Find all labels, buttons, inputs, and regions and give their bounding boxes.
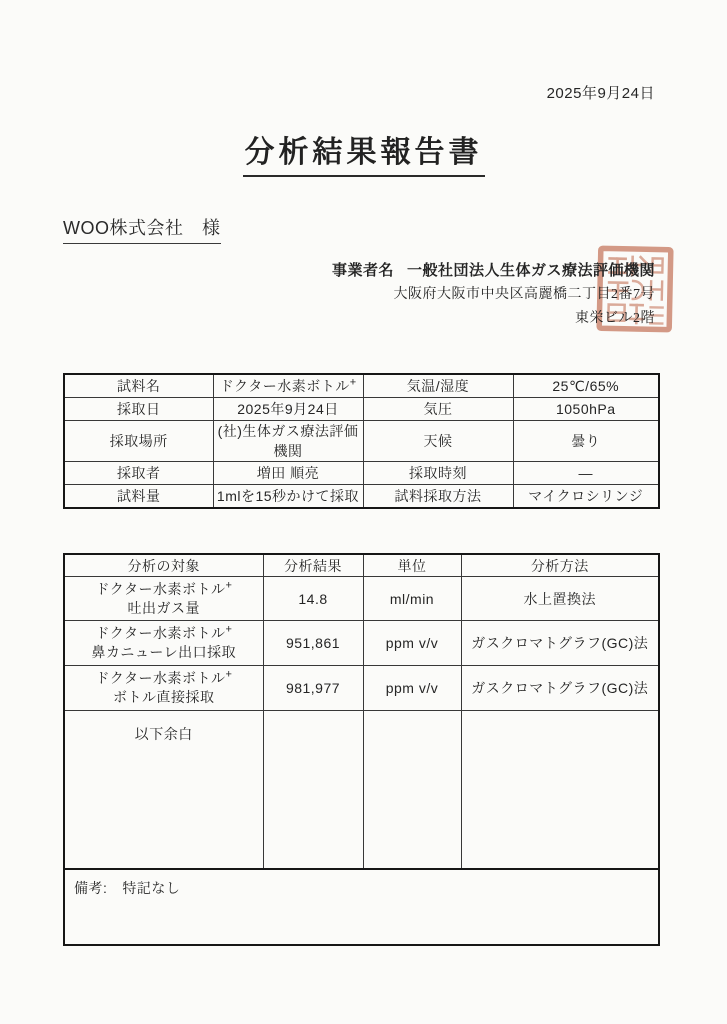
sample-volume-label: 試料量	[64, 485, 213, 509]
sample-info-table	[63, 373, 660, 509]
remarks-label: 備考:	[74, 880, 108, 896]
superscript-plus: +	[225, 623, 232, 636]
sample-name-label: 試料名	[64, 374, 213, 398]
analysis-result-cell: 14.8	[263, 577, 363, 621]
header-unit: 単位	[363, 554, 461, 577]
superscript-plus: +	[225, 668, 232, 681]
pressure-value: 1050hPa	[513, 398, 659, 421]
analysis-result-cell: 981,977	[263, 666, 363, 711]
temp-humidity-label: 気温/湿度	[363, 374, 513, 398]
sampling-method-value: マイクロシリンジ	[513, 485, 659, 509]
collection-time-label: 採取時刻	[363, 462, 513, 485]
analysis-results-table	[63, 553, 660, 946]
empty-cell	[263, 711, 363, 870]
analysis-unit-cell: ppm v/v	[363, 621, 461, 666]
remarks-value: 特記なし	[122, 880, 181, 896]
analysis-row	[64, 577, 659, 621]
report-date: 2025年9月24日	[546, 85, 655, 102]
sampling-method-label: 試料採取方法	[363, 485, 513, 509]
remarks-cell	[64, 869, 659, 945]
issuer-name: 一般社団法人生体ガス療法評価機関	[406, 263, 655, 279]
empty-cell	[461, 711, 659, 870]
analysis-target-cell: ドクター水素ボトル+ 吐出ガス量	[64, 577, 263, 621]
table-row	[64, 421, 659, 462]
analysis-unit-cell: ml/min	[363, 577, 461, 621]
collection-place-value: (社)生体ガス療法評価機関	[213, 421, 363, 462]
analysis-target-cell: ドクター水素ボトル+ ボトル直接採取	[64, 666, 263, 711]
recipient-name: WOO株式会社 様	[63, 214, 221, 244]
blank-note: 以下余白	[134, 726, 193, 742]
header-analysis-result: 分析結果	[263, 554, 363, 577]
analysis-unit-cell: ppm v/v	[363, 666, 461, 711]
remarks-row	[64, 869, 659, 945]
weather-value: 曇り	[513, 421, 659, 462]
analysis-method-cell: ガスクロマトグラフ(GC)法	[461, 621, 659, 666]
sample-volume-value: 1mlを15秒かけて採取	[213, 485, 363, 509]
analysis-result-cell: 951,861	[263, 621, 363, 666]
blank-filler-row	[64, 711, 659, 870]
temp-humidity-value: 25℃/65%	[513, 374, 659, 398]
collector-value: 増田 順亮	[213, 462, 363, 485]
blank-note-cell	[64, 711, 263, 870]
analysis-method-cell: ガスクロマトグラフ(GC)法	[461, 666, 659, 711]
issuer-block	[332, 259, 655, 331]
collector-label: 採取者	[64, 462, 213, 485]
issuer-name-line	[332, 259, 655, 283]
issuer-address-line1: 大阪府大阪市中央区高麗橋二丁目2番7号	[393, 287, 655, 302]
collection-date-value: 2025年9月24日	[213, 398, 363, 421]
pressure-label: 気圧	[363, 398, 513, 421]
issuer-label: 事業者名	[331, 263, 394, 279]
table-row	[64, 462, 659, 485]
collection-place-label: 採取場所	[64, 421, 213, 462]
analysis-method-cell: 水上置換法	[461, 577, 659, 621]
analysis-target-cell: ドクター水素ボトル+ 鼻カニューレ出口採取	[64, 621, 263, 666]
page-title: 分析結果報告書	[0, 127, 727, 177]
superscript-plus: +	[225, 578, 232, 591]
table-header-row	[64, 554, 659, 577]
weather-label: 天候	[363, 421, 513, 462]
empty-cell	[363, 711, 461, 870]
header-analysis-method: 分析方法	[461, 554, 659, 577]
collection-time-value: ―	[513, 462, 659, 485]
analysis-row	[64, 621, 659, 666]
header-analysis-target: 分析の対象	[64, 554, 263, 577]
collection-date-label: 採取日	[64, 398, 213, 421]
sample-name-value: ドクター水素ボトル+	[213, 374, 363, 398]
analysis-row	[64, 666, 659, 711]
table-row	[64, 374, 659, 398]
issuer-address-line2: 東栄ビル2階	[575, 311, 655, 326]
table-row	[64, 485, 659, 509]
superscript-plus: +	[349, 376, 357, 389]
table-row	[64, 398, 659, 421]
